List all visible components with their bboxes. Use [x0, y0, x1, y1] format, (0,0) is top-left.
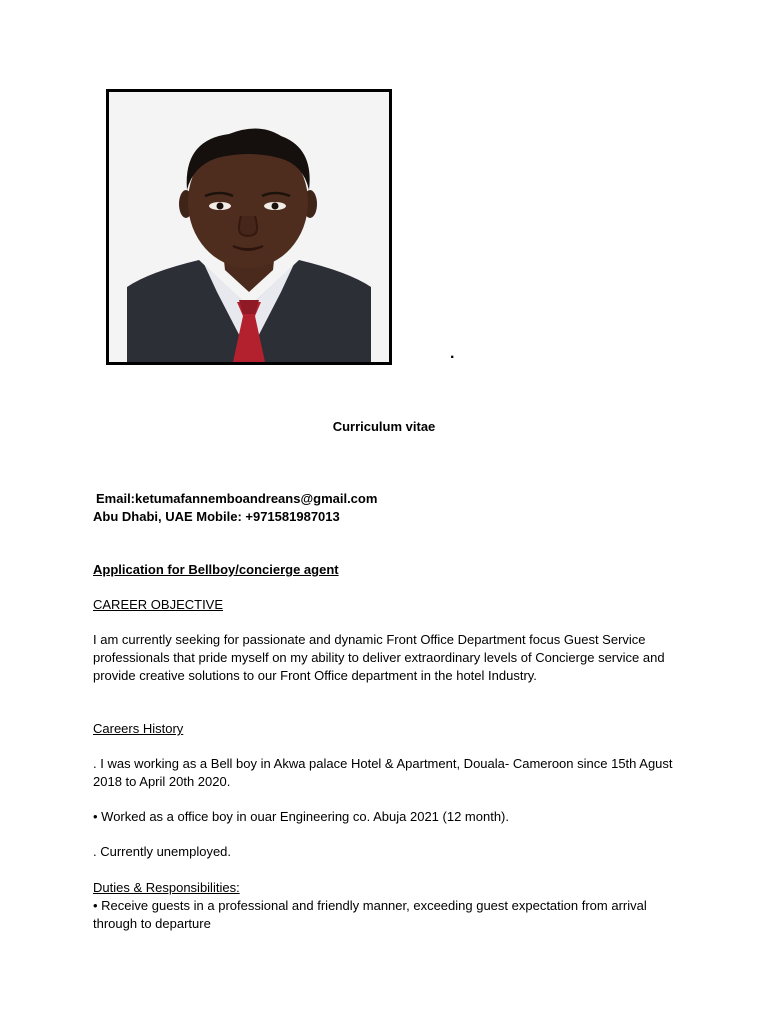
careers-history-heading: Careers History [93, 721, 184, 736]
career-objective-text: I am currently seeking for passionate and dynamic Front Office Department focus Guest Service professionals that pride myself on my ability to deliver extraordinary levels of Concierge service and provide creative solutions to our Front Office department in the hotel Industry. [93, 632, 665, 683]
email-line: Email:ketumafannemboandreans@gmail.com [96, 491, 378, 506]
history-item: . I was working as a Bell boy in Akwa palace Hotel & Apartment, Douala- Cameroon since 15th Agust 2018 to April 20th 2020. [93, 756, 673, 789]
history-item: . Currently unemployed. [93, 844, 232, 859]
profile-photo [106, 89, 392, 365]
history-item: • Worked as a office boy in ouar Engineering co. Abuja 2021 (12 month). [93, 809, 509, 824]
application-heading: Application for Bellboy/concierge agent [93, 562, 339, 577]
duties-heading: Duties & Responsibilities: [93, 880, 240, 895]
location-mobile-line: Abu Dhabi, UAE Mobile: +971581987013 [93, 509, 340, 524]
decorative-dot: . [450, 345, 455, 362]
duty-item: • Receive guests in a professional and friendly manner, exceeding guest expectation from arrival through to departure [93, 898, 647, 931]
document-title: Curriculum vitae [332, 419, 436, 434]
career-objective-heading: CAREER OBJECTIVE [93, 597, 224, 612]
